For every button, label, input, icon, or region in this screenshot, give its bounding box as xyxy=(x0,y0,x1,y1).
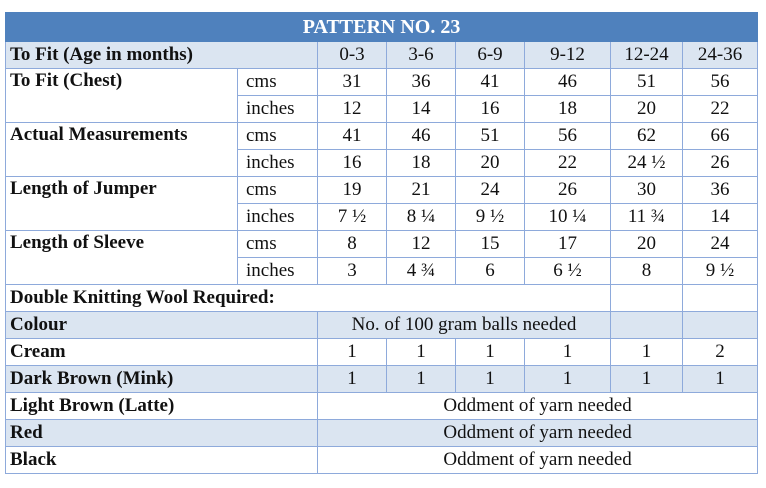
age-label: To Fit (Age in months) xyxy=(6,42,318,69)
value-cell: 8 ¼ xyxy=(387,204,456,231)
oddment-note: Oddment of yarn needed xyxy=(318,420,758,447)
oddment-name: Red xyxy=(6,420,318,447)
value-cell: 30 xyxy=(611,177,683,204)
value-cell: 56 xyxy=(683,69,758,96)
measurement-label: To Fit (Chest) xyxy=(6,69,238,123)
empty-cell xyxy=(683,312,758,339)
value-cell: 51 xyxy=(611,69,683,96)
value-cell: 20 xyxy=(456,150,525,177)
age-cell: 0-3 xyxy=(318,42,387,69)
value-cell: 9 ½ xyxy=(683,258,758,285)
value-cell: 12 xyxy=(318,96,387,123)
colour-header-row xyxy=(6,312,758,339)
wool-header: Double Knitting Wool Required: xyxy=(6,285,611,312)
measurement-cms-row xyxy=(6,177,758,204)
ball-count-cell: 1 xyxy=(611,366,683,393)
value-cell: 20 xyxy=(611,96,683,123)
value-cell: 18 xyxy=(387,150,456,177)
unit-cms: cms xyxy=(238,177,318,204)
ball-count-cell: 1 xyxy=(318,366,387,393)
value-cell: 15 xyxy=(456,231,525,258)
oddment-row xyxy=(6,420,758,447)
oddment-row xyxy=(6,447,758,474)
value-cell: 3 xyxy=(318,258,387,285)
ball-count-cell: 1 xyxy=(456,339,525,366)
colour-label: Colour xyxy=(6,312,318,339)
ball-count-cell: 1 xyxy=(525,339,611,366)
measurement-cms-row xyxy=(6,231,758,258)
unit-inches: inches xyxy=(238,204,318,231)
value-cell: 18 xyxy=(525,96,611,123)
balls-note: No. of 100 gram balls needed xyxy=(318,312,611,339)
measurement-cms-row xyxy=(6,123,758,150)
ball-count-cell: 1 xyxy=(387,339,456,366)
ball-count-cell: 1 xyxy=(456,366,525,393)
age-cell: 6-9 xyxy=(456,42,525,69)
oddment-name: Black xyxy=(6,447,318,474)
unit-inches: inches xyxy=(238,258,318,285)
measurement-cms-row xyxy=(6,69,758,96)
oddment-row xyxy=(6,393,758,420)
measurement-label: Length of Sleeve xyxy=(6,231,238,285)
value-cell: 6 xyxy=(456,258,525,285)
empty-cell xyxy=(611,285,683,312)
value-cell: 62 xyxy=(611,123,683,150)
unit-cms: cms xyxy=(238,231,318,258)
pattern-title: PATTERN NO. 23 xyxy=(6,13,758,42)
colour-name: Dark Brown (Mink) xyxy=(6,366,318,393)
value-cell: 11 ¾ xyxy=(611,204,683,231)
value-cell: 26 xyxy=(683,150,758,177)
age-cell: 24-36 xyxy=(683,42,758,69)
unit-inches: inches xyxy=(238,150,318,177)
value-cell: 41 xyxy=(318,123,387,150)
wool-header-row xyxy=(6,285,758,312)
value-cell: 19 xyxy=(318,177,387,204)
value-cell: 16 xyxy=(456,96,525,123)
ball-count-cell: 1 xyxy=(611,339,683,366)
oddment-note: Oddment of yarn needed xyxy=(318,393,758,420)
pattern-size-table xyxy=(5,12,758,474)
value-cell: 24 xyxy=(456,177,525,204)
age-cell: 9-12 xyxy=(525,42,611,69)
age-cell: 3-6 xyxy=(387,42,456,69)
value-cell: 20 xyxy=(611,231,683,258)
value-cell: 24 ½ xyxy=(611,150,683,177)
ball-count-cell: 1 xyxy=(525,366,611,393)
value-cell: 51 xyxy=(456,123,525,150)
value-cell: 36 xyxy=(387,69,456,96)
title-row xyxy=(6,13,758,42)
value-cell: 36 xyxy=(683,177,758,204)
value-cell: 22 xyxy=(683,96,758,123)
colour-name: Cream xyxy=(6,339,318,366)
table-body xyxy=(6,13,758,474)
value-cell: 22 xyxy=(525,150,611,177)
value-cell: 41 xyxy=(456,69,525,96)
empty-cell xyxy=(611,312,683,339)
value-cell: 17 xyxy=(525,231,611,258)
age-cell: 12-24 xyxy=(611,42,683,69)
age-row xyxy=(6,42,758,69)
empty-cell xyxy=(683,285,758,312)
value-cell: 56 xyxy=(525,123,611,150)
ball-count-cell: 1 xyxy=(683,366,758,393)
value-cell: 7 ½ xyxy=(318,204,387,231)
measurement-label: Actual Measurements xyxy=(6,123,238,177)
value-cell: 6 ½ xyxy=(525,258,611,285)
value-cell: 21 xyxy=(387,177,456,204)
value-cell: 14 xyxy=(387,96,456,123)
oddment-note: Oddment of yarn needed xyxy=(318,447,758,474)
colour-row xyxy=(6,339,758,366)
unit-inches: inches xyxy=(238,96,318,123)
measurement-label: Length of Jumper xyxy=(6,177,238,231)
ball-count-cell: 1 xyxy=(387,366,456,393)
value-cell: 14 xyxy=(683,204,758,231)
value-cell: 8 xyxy=(611,258,683,285)
value-cell: 24 xyxy=(683,231,758,258)
value-cell: 12 xyxy=(387,231,456,258)
value-cell: 66 xyxy=(683,123,758,150)
unit-cms: cms xyxy=(238,123,318,150)
value-cell: 46 xyxy=(387,123,456,150)
value-cell: 8 xyxy=(318,231,387,258)
oddment-name: Light Brown (Latte) xyxy=(6,393,318,420)
value-cell: 46 xyxy=(525,69,611,96)
value-cell: 31 xyxy=(318,69,387,96)
unit-cms: cms xyxy=(238,69,318,96)
ball-count-cell: 2 xyxy=(683,339,758,366)
value-cell: 4 ¾ xyxy=(387,258,456,285)
value-cell: 26 xyxy=(525,177,611,204)
value-cell: 9 ½ xyxy=(456,204,525,231)
value-cell: 10 ¼ xyxy=(525,204,611,231)
colour-row xyxy=(6,366,758,393)
ball-count-cell: 1 xyxy=(318,339,387,366)
value-cell: 16 xyxy=(318,150,387,177)
